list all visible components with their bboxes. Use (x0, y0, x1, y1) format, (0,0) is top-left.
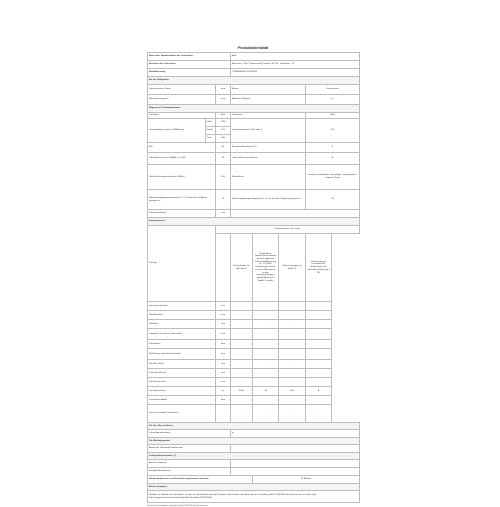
min-temp-label: Mindestumgebungstemperatur (in °C), für die das Kühlgerät geeignet ist (148, 190, 216, 210)
compartment-temp: - (253, 369, 279, 378)
compartment-volume: - (231, 360, 253, 369)
compartment-temp: - (253, 320, 279, 329)
noise-class-label: Luftschallemissionsklasse (231, 153, 306, 165)
compartment-row (148, 329, 360, 340)
wine-bottles-value (231, 445, 360, 453)
compartment-temp: - (253, 302, 279, 311)
model-value: TSF6A1B2E5 923790063 (231, 69, 360, 77)
compartment-present: nein (216, 320, 231, 329)
climate-class-value: erweiterte gemäßigte / gemäßigte / subtropische / tropische Zone (306, 165, 360, 190)
compartment-name: Weinlagerfach (148, 311, 216, 320)
compartment-freeze: 26,5 (279, 387, 306, 396)
product-data-sheet (147, 44, 359, 507)
param-header-2: Parameter (231, 113, 306, 119)
presence-col-header (216, 234, 231, 302)
light-class-label: Energieeffizienzklasse (148, 468, 231, 476)
compartment-temp: - (253, 396, 279, 405)
noise-value: 35 (216, 153, 231, 165)
compartment-row (148, 405, 360, 423)
info-text: Weblink zur Website des Herstellers, auf der die Informationen gemäß Nummer 4 Buchstabe a des Anhangs der Verordnung (EU) 2019/2023 der Kommission zu finden sind: https://support.electrolux.eu/ui/en/eprel/ProductSheet/923790063 (148, 491, 360, 503)
compartment-present: nein (216, 302, 231, 311)
compartment-freeze: - (279, 302, 306, 311)
other-appliance-value: ja (306, 95, 360, 105)
compartment-freeze: - (279, 396, 306, 405)
compartment-temp: - (253, 360, 279, 369)
compartment-freeze: - (279, 311, 306, 320)
compartment-name: Zwei-Sterne-Fach (148, 369, 216, 378)
compartment-row (148, 387, 360, 396)
compartment-row (148, 340, 360, 349)
height-value: 1769 (216, 119, 231, 127)
compartment-present: nein (216, 329, 231, 340)
compartment-freeze: - (279, 329, 306, 340)
other-appliance-label: Anderes Kühlgerät (231, 95, 306, 105)
dimensions-label: Gesamtabmessungen (in Millimeter) (148, 119, 206, 143)
compartment-present: ja (216, 387, 231, 396)
compartment-row (148, 378, 360, 387)
compartment-params-header: Fachparameter und -werte (216, 226, 360, 234)
general-section-header: Allgemeine Produktparameter: (148, 105, 360, 113)
width-label: Breite (206, 127, 216, 135)
height-label: Höhe (206, 119, 216, 127)
volume-label: Gesamtvolumen (in dm³ oder l) (231, 119, 306, 143)
light-type-value (231, 460, 360, 468)
min-temp-value: 10 (216, 190, 231, 210)
compartment-volume: - (231, 311, 253, 320)
compartment-volume: - (231, 302, 253, 311)
compartment-name: Lagerfach für frische Lebensmittel (148, 329, 216, 340)
compartment-name: Fach mit variabler Temperatur (148, 405, 216, 423)
temp-col-header: Empfohlene Temperatureinstellung für eine optimierte Lebensmittellagerung (in °C) Diese Einstellungen dürfen nicht im Widerspruch zu den Lagerbedingungen gemäß Anhang IV Tabelle 3 stehen (253, 234, 279, 302)
compartment-present: nein (216, 396, 231, 405)
compartment-present (216, 405, 231, 423)
volume-col-header: Fachvolumen (in dm³ oder l) (231, 234, 253, 302)
info-section-header: Weitere Angaben: (148, 484, 360, 491)
freeze-col-header: Gefriervermögen (in kg/24 h) (279, 234, 306, 302)
compartment-present: nein (216, 311, 231, 320)
compartment-volume: - (231, 340, 253, 349)
noise-class-value: B (306, 153, 360, 165)
depth-value: 549 (216, 135, 231, 143)
compartment-section-header: Fachparameter: (148, 218, 360, 226)
compartment-defrost: - (306, 360, 332, 369)
compartment-name: Ein-Stern-Fach (148, 360, 216, 369)
compartment-rows (148, 302, 360, 423)
value-header: Wert (216, 113, 231, 119)
depth-label: Tiefe (206, 135, 216, 143)
compartment-temp: -18 (253, 387, 279, 396)
winter-setting-label: Wintereinstellung (148, 210, 216, 218)
compartment-name: Null-Sterne- oder Eisbereiterfach (148, 349, 216, 360)
model-label: Modellkennung: (148, 69, 231, 77)
compartment-row (148, 360, 360, 369)
four-star-section-header: Für Vier-Sterne-Fächer (148, 423, 360, 430)
fachtyp-header: Fachtyp (148, 226, 216, 302)
type-section-header: Art des Kühlgeräts: (148, 77, 360, 85)
compartment-defrost: - (306, 378, 332, 387)
light-class-value (231, 468, 360, 476)
energy-consumption-value: 184 (216, 165, 231, 190)
compartment-name: Zwei-Sterne-Abteil (148, 396, 216, 405)
compartment-temp: - (253, 349, 279, 360)
address-value: Electrolux · 26 a/ Postanschrift Postfach 30 370 · Kirchheim · PL (231, 61, 360, 69)
value-header-2: Wert (306, 113, 360, 119)
compartment-temp: - (253, 405, 279, 423)
compartment-volume: - (231, 378, 253, 387)
compartment-temp: - (253, 311, 279, 320)
compartment-temp: - (253, 329, 279, 340)
compartment-volume: - (231, 405, 253, 423)
winter-setting-blank (231, 210, 360, 218)
compartment-freeze: - (279, 360, 306, 369)
energy-consumption-label: Jährlicher Energieverbrauch (kWh/a) (148, 165, 216, 190)
max-temp-label: Höchstumgebungstemperatur (in °C), für die das Kühlgerät geeignet ist (231, 190, 306, 210)
width-value: 557 (216, 127, 231, 135)
param-header: Parameter (148, 113, 216, 119)
compartment-volume: 310,6 (231, 387, 253, 396)
climate-class-label: Klimaklasse : (231, 165, 306, 190)
compartment-name: Vier-Sterne-Fach (148, 387, 216, 396)
low-noise-value: nein (216, 85, 231, 95)
low-noise-label: Geräuscharmes Gerät (148, 85, 216, 95)
compartment-row (148, 349, 360, 360)
compartment-defrost: - (306, 302, 332, 311)
compartment-freeze: - (279, 378, 306, 387)
compartment-defrost: - (306, 311, 332, 320)
eei-label: EEI (148, 143, 216, 153)
light-section-header: Lichtquellenparameter (⁴): (148, 453, 360, 460)
compartment-present: nein (216, 360, 231, 369)
compartment-row (148, 311, 360, 320)
quick-freeze-label: Schnellgefrierfunktion (148, 430, 231, 438)
compartment-present: nein (216, 378, 231, 387)
wine-bottles-label: Anzahl der Standard-Weinflaschen (148, 445, 231, 453)
compartment-defrost: A (306, 387, 332, 396)
compartment-temp: - (253, 378, 279, 387)
compartment-defrost: - (306, 340, 332, 349)
compartment-name: Speisekammerfach (148, 302, 216, 311)
max-temp-value: 43 (306, 190, 360, 210)
design-value: Einbaugerät (306, 85, 360, 95)
warranty-value: 24 Monate (253, 476, 360, 484)
supplier-value: AEG (231, 53, 360, 61)
wine-appliance-label: Weinlagerungsgerät (148, 95, 216, 105)
compartment-defrost: - (306, 405, 332, 423)
compartment-present: nein (216, 369, 231, 378)
compartment-volume: - (231, 329, 253, 340)
footnote: (³) Gemäß der Delegierten Verordnung (EU) 2019/2019 der Kommission. (147, 505, 359, 507)
energy-class-label: Energieeffizienzklasse (³) (231, 143, 306, 153)
compartment-row (148, 320, 360, 329)
light-type-label: Art der Lichtquelle (148, 460, 231, 468)
wine-appliance-value: nein (216, 95, 231, 105)
noise-label: Luftschallemissionen (dB(A) re 1 pW) (148, 153, 216, 165)
compartment-freeze: - (279, 320, 306, 329)
compartment-defrost: - (306, 320, 332, 329)
product-sheet-table (147, 52, 360, 503)
volume-value: 310 (306, 119, 360, 143)
energy-class-value: E (306, 143, 360, 153)
eei-value: 80 (216, 143, 231, 153)
compartment-defrost: - (306, 369, 332, 378)
compartment-present: nein (216, 340, 231, 349)
compartment-temp: - (253, 340, 279, 349)
compartment-name: Kühlgutfach (148, 340, 216, 349)
supplier-label: Name oder Handelsmarke des Lieferanten: (148, 53, 231, 61)
compartment-freeze: - (279, 349, 306, 360)
compartment-volume: - (231, 349, 253, 360)
compartment-present: nein (216, 349, 231, 360)
design-label: Bauart (231, 85, 306, 95)
compartment-defrost: - (306, 329, 332, 340)
compartment-row (148, 302, 360, 311)
sheet-title: Produktdatenblatt (147, 44, 359, 52)
warranty-label: Mindestlaufzeit der vom Hersteller angebotenen Garantie: (148, 476, 253, 484)
compartment-volume: - (231, 369, 253, 378)
compartment-freeze: - (279, 405, 306, 423)
wine-section-header: Für Weinlagergeräte (148, 438, 360, 445)
compartment-row (148, 369, 360, 378)
compartment-defrost: - (306, 396, 332, 405)
compartment-freeze: - (279, 340, 306, 349)
compartment-freeze: - (279, 369, 306, 378)
compartment-volume: - (231, 396, 253, 405)
compartment-volume: - (231, 320, 253, 329)
address-label: Anschrift des Lieferanten: (148, 61, 231, 69)
defrost-col-header: Entfrostungsart (automatische Entfrostung = A, manuelle Entfrostung = M) (306, 234, 332, 302)
compartment-name: Kellerfach (148, 320, 216, 329)
quick-freeze-value: ja (231, 430, 360, 438)
compartment-name: Drei-Sterne-Fach (148, 378, 216, 387)
winter-setting-value: nein (216, 210, 231, 218)
compartment-row (148, 396, 360, 405)
compartment-defrost: - (306, 349, 332, 360)
